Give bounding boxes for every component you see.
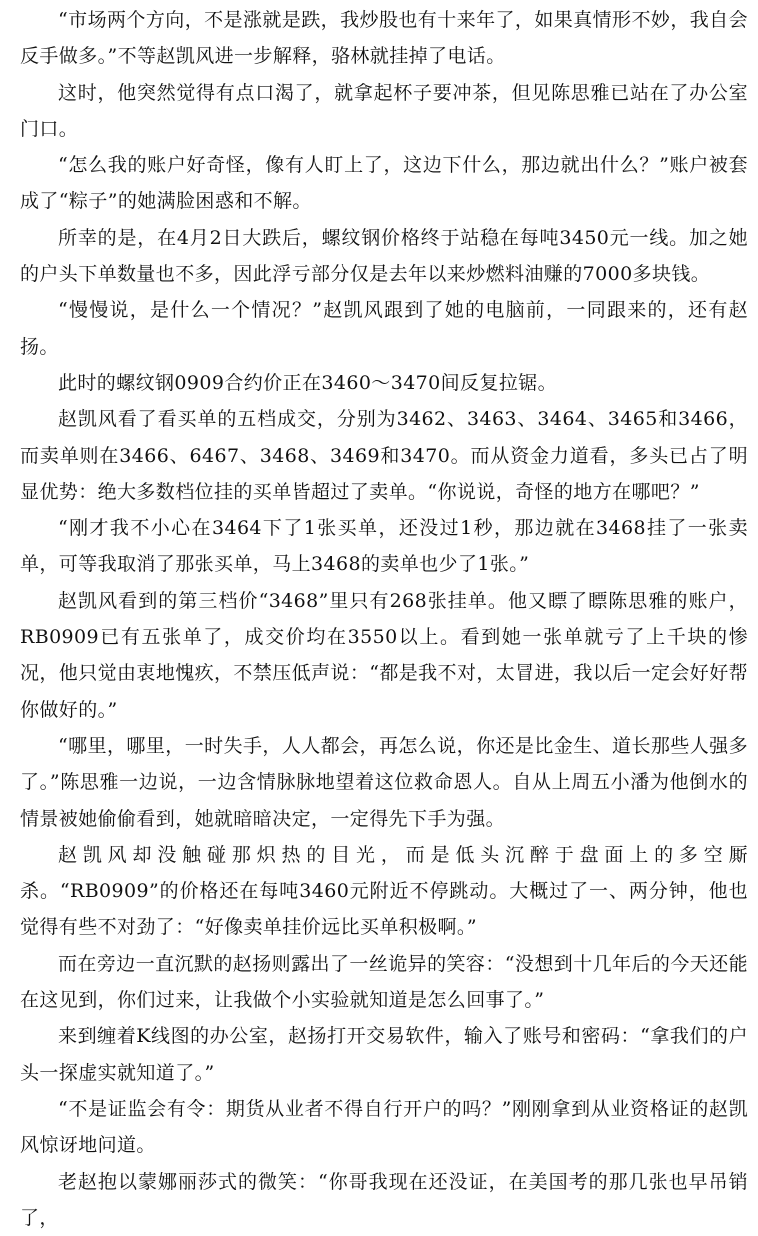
paragraph-15: 老赵抱以蒙娜丽莎式的微笑：“你哥我现在还没证，在美国考的那几张也早吊销了， [20,1164,748,1236]
paragraph-9: 赵凯风看到的第三档价“3468”里只有268张挂单。他又瞟了瞟陈思雅的账户，RB0909已有五张单了，成交价均在3550以上。看到她一张单就亏了上千块的惨况，他只觉由衷地愧疚，不禁压低声说：“都是我不对，太冒进，我以后一定会好好帮你做好的。” [20,583,748,728]
paragraph-2: 这时，他突然觉得有点口渴了，就拿起杯子要冲茶，但见陈思雅已站在了办公室门口。 [20,75,748,148]
paragraph-1: “市场两个方向，不是涨就是跌，我炒股也有十来年了，如果真情形不妙，我自会反手做多。”不等赵凯风进一步解释，骆林就挂掉了电话。 [20,2,748,75]
paragraph-3: “怎么我的账户好奇怪，像有人盯上了，这边下什么，那边就出什么？”账户被套成了“粽子”的她满脸困惑和不解。 [20,147,748,220]
paragraph-6: 此时的螺纹钢0909合约价正在3460～3470间反复拉锯。 [20,365,748,401]
paragraph-11: 赵凯风却没触碰那炽热的目光，而是低头沉醉于盘面上的多空厮杀。“RB0909”的价格还在每吨3460元附近不停跳动。大概过了一、两分钟，他也觉得有些不对劲了：“好像卖单挂价远比买单积极啊。” [20,837,748,946]
paragraph-5: “慢慢说，是什么一个情况？”赵凯风跟到了她的电脑前，一同跟来的，还有赵扬。 [20,292,748,365]
paragraph-4: 所幸的是，在4月2日大跌后，螺纹钢价格终于站稳在每吨3450元一线。加之她的户头下单数量也不多，因此浮亏部分仅是去年以来炒燃料油赚的7000多块钱。 [20,220,748,293]
paragraph-13: 来到缠着K线图的办公室，赵扬打开交易软件，输入了账号和密码：“拿我们的户头一探虚实就知道了。” [20,1018,748,1091]
paragraph-12: 而在旁边一直沉默的赵扬则露出了一丝诡异的笑容：“没想到十几年后的今天还能在这见到，你们过来，让我做个小实验就知道是怎么回事了。” [20,946,748,1019]
paragraph-14: “不是证监会有令：期货从业者不得自行开户的吗？”刚刚拿到从业资格证的赵凯风惊讶地问道。 [20,1091,748,1164]
paragraph-10: “哪里，哪里，一时失手，人人都会，再怎么说，你还是比金生、道长那些人强多了。”陈思雅一边说，一边含情脉脉地望着这位救命恩人。自从上周五小潘为他倒水的情景被她偷偷看到，她就暗暗决定，一定得先下手为强。 [20,728,748,837]
paragraph-8: “刚才我不小心在3464下了1张买单，还没过1秒，那边就在3468挂了一张卖单，可等我取消了那张买单，马上3468的卖单也少了1张。” [20,510,748,583]
paragraph-7: 赵凯风看了看买单的五档成交，分别为3462、3463、3464、3465和3466，而卖单则在3466、6467、3468、3469和3470。而从资金力道看，多头已占了明显优势：绝大多数档位挂的买单皆超过了卖单。“你说说，奇怪的地方在哪吧？” [20,401,748,510]
